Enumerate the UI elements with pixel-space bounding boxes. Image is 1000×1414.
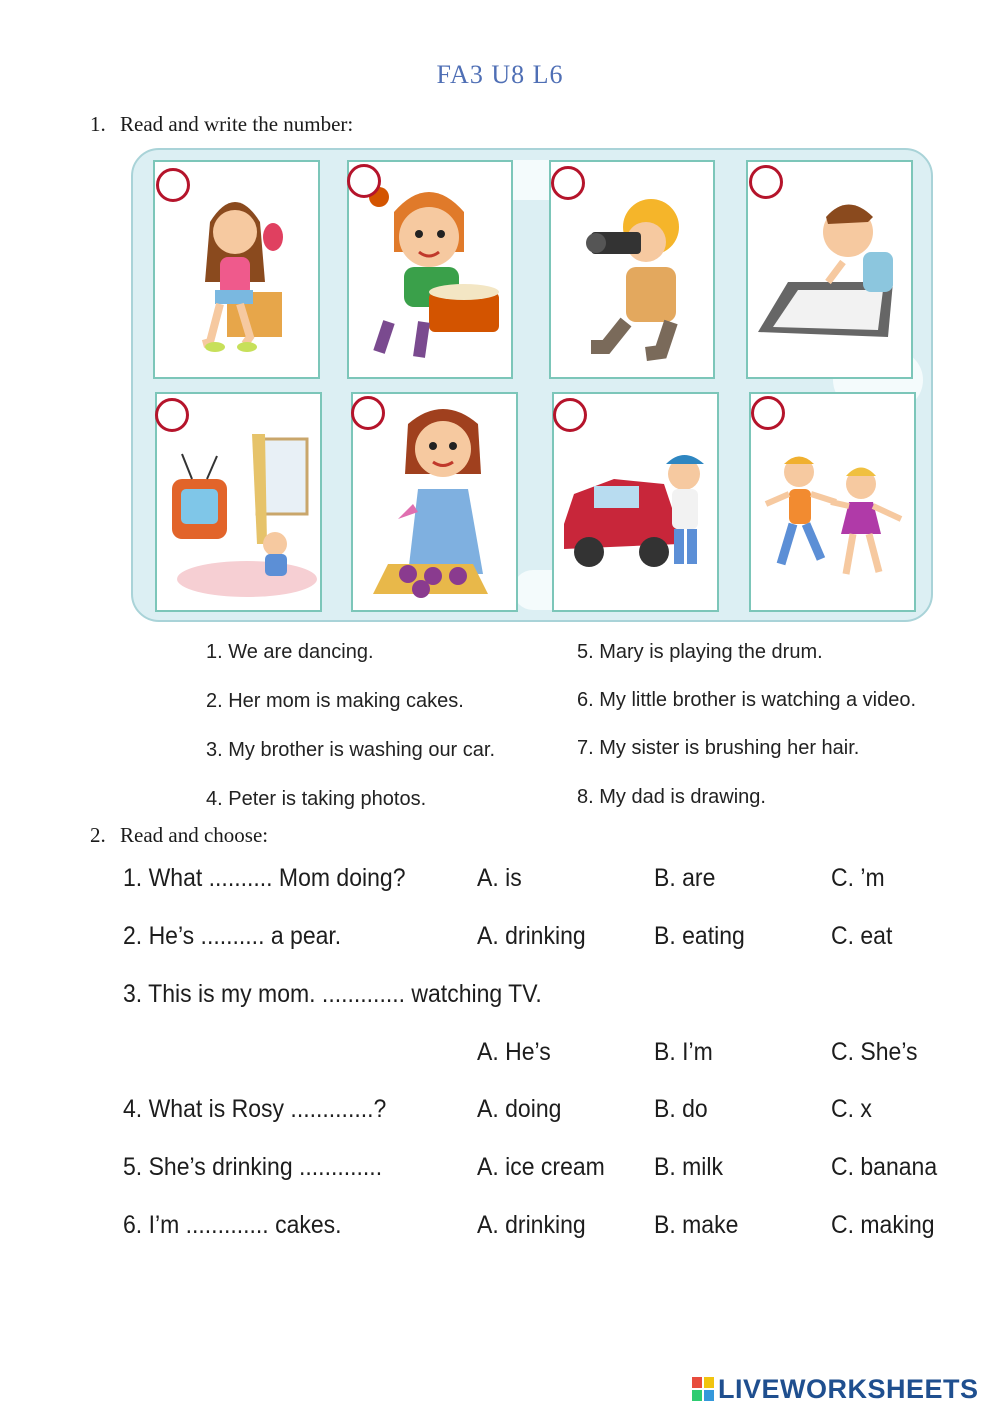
sentence-3: 3. My brother is washing our car. (206, 739, 496, 761)
question-1-option-b[interactable]: B. are (654, 864, 716, 892)
answer-circle-8[interactable] (751, 396, 785, 430)
question-5: 5. She’s drinking ............. (123, 1153, 383, 1181)
sentence-2: 2. Her mom is making cakes. (206, 690, 464, 712)
answer-circle-2[interactable] (347, 164, 381, 198)
question-6-option-b[interactable]: B. make (654, 1211, 739, 1239)
sentence-6: 6. My little brother is watching a video. (577, 689, 917, 711)
question-2-option-b[interactable]: B. eating (654, 922, 745, 950)
sentence-1: 1. We are dancing. (206, 641, 374, 663)
question-6: 6. I’m ............. cakes. (123, 1211, 342, 1239)
question-3-option-b[interactable]: B. I’m (654, 1038, 713, 1066)
answer-circle-7[interactable] (553, 398, 587, 432)
answer-circle-1[interactable] (156, 168, 190, 202)
section1-number: 1. (90, 112, 106, 136)
question-4: 4. What is Rosy .............? (123, 1095, 387, 1123)
section2-number: 2. (90, 823, 106, 847)
answer-circle-6[interactable] (351, 396, 385, 430)
question-4-option-a[interactable]: A. doing (477, 1095, 562, 1123)
question-3: 3. This is my mom. ............. watching TV. (123, 980, 542, 1008)
liveworksheets-logo-icon (692, 1377, 714, 1401)
answer-circle-4[interactable] (749, 165, 783, 199)
sentence-5: 5. Mary is playing the drum. (577, 641, 823, 663)
question-3-option-a[interactable]: A. He’s (477, 1038, 551, 1066)
question-4-option-c[interactable]: C. x (831, 1095, 872, 1123)
section1-heading-text: Read and write the number: (120, 112, 354, 136)
question-5-option-c[interactable]: C. banana (831, 1153, 938, 1181)
section2-heading (90, 823, 268, 848)
worksheet-title: FA3 U8 L6 (436, 60, 564, 89)
sentence-4: 4. Peter is taking photos. (206, 788, 427, 810)
question-2-option-c[interactable]: C. eat (831, 922, 893, 950)
question-5-option-b[interactable]: B. milk (654, 1153, 723, 1181)
question-6-option-a[interactable]: A. drinking (477, 1211, 586, 1239)
answer-circle-5[interactable] (155, 398, 189, 432)
question-1-option-a[interactable]: A. is (477, 864, 522, 892)
question-6-option-c[interactable]: C. making (831, 1211, 935, 1239)
question-3-option-c[interactable]: C. She’s (831, 1038, 918, 1066)
question-1-option-c[interactable]: C. ’m (831, 864, 885, 892)
question-4-option-b[interactable]: B. do (654, 1095, 708, 1123)
section1-heading (90, 112, 353, 137)
answer-circle-3[interactable] (551, 166, 585, 200)
question-2: 2. He’s .......... a pear. (123, 922, 342, 950)
question-5-option-a[interactable]: A. ice cream (477, 1153, 605, 1181)
liveworksheets-brand: LIVEWORKSHEETS (718, 1373, 979, 1404)
question-1: 1. What .......... Mom doing? (123, 864, 406, 892)
sentence-8: 8. My dad is drawing. (577, 786, 766, 808)
section2-heading-text: Read and choose: (120, 823, 269, 847)
question-2-option-a[interactable]: A. drinking (477, 922, 586, 950)
sentence-7: 7. My sister is brushing her hair. (577, 737, 860, 759)
liveworksheets-logo[interactable] (692, 1372, 979, 1406)
